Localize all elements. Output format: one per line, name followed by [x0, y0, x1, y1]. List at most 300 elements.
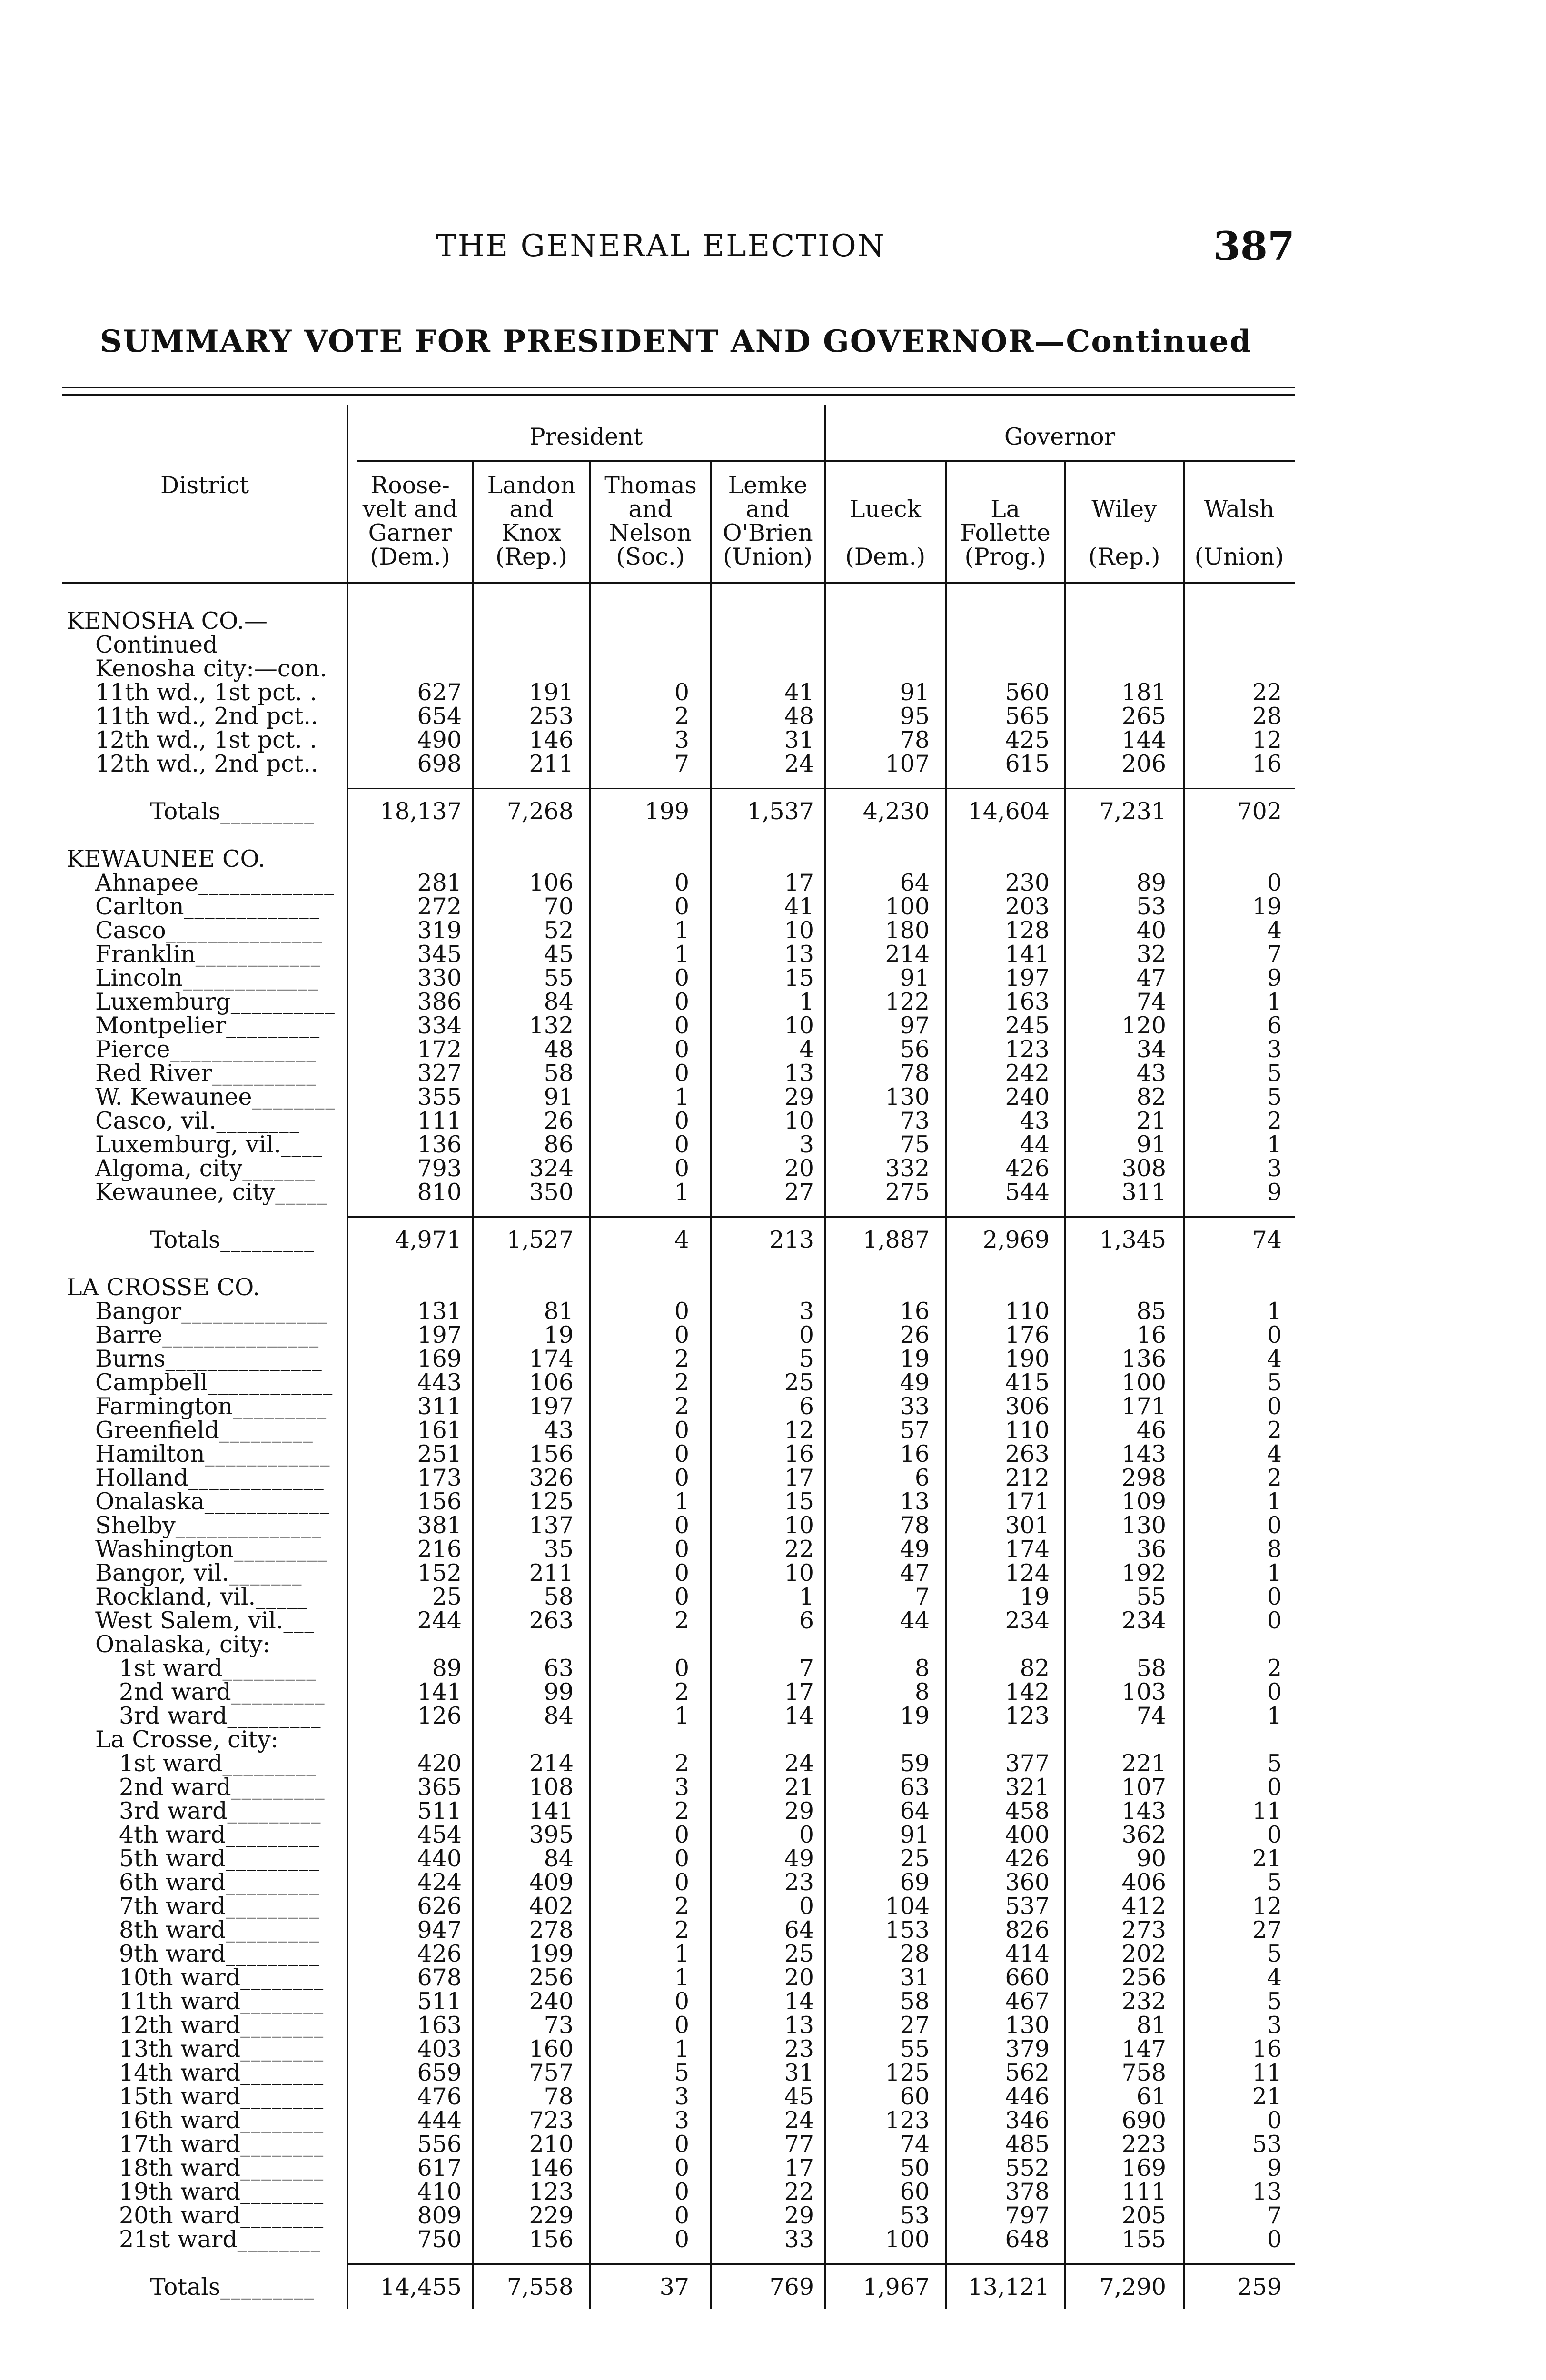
- vote-cell: 24: [784, 1750, 814, 1777]
- vote-cell: 7,290: [1099, 2273, 1166, 2301]
- district-name: 9th ward_________: [119, 1940, 320, 1967]
- column-header-3-line-3: Nelson: [609, 519, 692, 546]
- vote-cell: 443: [417, 1369, 462, 1396]
- vote-cell: 73: [900, 1107, 930, 1134]
- vote-cell: 660: [1005, 1964, 1050, 1991]
- vote-cell: 74: [1136, 1702, 1166, 1729]
- vote-cell: 420: [417, 1750, 462, 1777]
- vote-cell: 199: [644, 798, 689, 825]
- vote-cell: 4: [1267, 1964, 1282, 1991]
- vote-cell: 0: [674, 1464, 689, 1491]
- district-name: Bangor, vil._______: [95, 1559, 303, 1587]
- vote-cell: 273: [1121, 1916, 1166, 1944]
- vote-cell: 106: [529, 1369, 574, 1396]
- vote-cell: 265: [1121, 703, 1166, 730]
- vote-cell: 211: [529, 750, 574, 777]
- vote-cell: 171: [1005, 1488, 1050, 1515]
- vote-cell: 403: [417, 2035, 462, 2063]
- vote-cell: 16: [900, 1298, 930, 1325]
- vote-cell: 46: [1136, 1417, 1166, 1444]
- vote-cell: 197: [417, 1321, 462, 1349]
- vote-cell: 275: [885, 1179, 930, 1206]
- vote-cell: 298: [1121, 1464, 1166, 1491]
- vote-cell: 6: [799, 1393, 814, 1420]
- vote-cell: 13,121: [968, 2273, 1050, 2301]
- vote-cell: 346: [1005, 2107, 1050, 2134]
- vote-cell: 53: [1136, 893, 1166, 920]
- vote-cell: 5: [1267, 1083, 1282, 1111]
- vote-cell: 19: [1020, 1583, 1050, 1610]
- column-divider: [824, 405, 826, 2309]
- district-name: 2nd ward_________: [119, 1774, 326, 1801]
- vote-cell: 191: [529, 679, 574, 706]
- vote-cell: 21: [784, 1774, 814, 1801]
- vote-cell: 110: [1005, 1298, 1050, 1325]
- district-name: Rockland, vil._____: [95, 1583, 308, 1610]
- vote-cell: 1: [1267, 1702, 1282, 1729]
- vote-cell: 16: [784, 1440, 814, 1468]
- vote-cell: 45: [784, 2083, 814, 2110]
- column-header-4-line-2: and: [745, 496, 790, 523]
- district-name: Campbell____________: [95, 1369, 334, 1396]
- vote-cell: 0: [674, 1107, 689, 1134]
- vote-cell: 85: [1136, 1298, 1166, 1325]
- district-name: 17th ward________: [119, 2131, 325, 2158]
- section-heading: Kenosha city:—con.: [95, 655, 327, 682]
- vote-cell: 240: [529, 1988, 574, 2015]
- district-name: 11th wd., 1st pct. .: [95, 679, 317, 706]
- vote-cell: 78: [544, 2083, 574, 2110]
- table-title: SUMMARY VOTE FOR PRESIDENT AND GOVERNOR—Continued: [100, 324, 1252, 359]
- vote-cell: 21: [1252, 2083, 1282, 2110]
- vote-cell: 476: [417, 2083, 462, 2110]
- vote-cell: 14: [784, 1702, 814, 1729]
- vote-cell: 124: [1005, 1559, 1050, 1587]
- vote-cell: 56: [900, 1036, 930, 1063]
- vote-cell: 91: [900, 964, 930, 992]
- vote-cell: 1: [674, 1940, 689, 1967]
- vote-cell: 467: [1005, 1988, 1050, 2015]
- vote-cell: 0: [1267, 1774, 1282, 1801]
- district-name: Pierce______________: [95, 1036, 317, 1063]
- vote-cell: 0: [799, 1321, 814, 1349]
- vote-cell: 153: [885, 1916, 930, 1944]
- vote-cell: 104: [885, 1893, 930, 1920]
- district-name: 4th ward_________: [119, 1821, 320, 1848]
- district-header: District: [160, 472, 249, 499]
- vote-cell: 58: [900, 1988, 930, 2015]
- vote-cell: 10: [784, 1012, 814, 1039]
- vote-cell: 511: [417, 1797, 462, 1825]
- vote-cell: 810: [417, 1179, 462, 1206]
- column-header-3-line-4: (Soc.): [616, 543, 685, 570]
- vote-cell: 58: [544, 1060, 574, 1087]
- vote-cell: 556: [417, 2131, 462, 2158]
- vote-cell: 16: [1252, 750, 1282, 777]
- vote-cell: 259: [1237, 2273, 1282, 2301]
- vote-cell: 2: [1267, 1655, 1282, 1682]
- vote-cell: 7: [1267, 941, 1282, 968]
- vote-cell: 49: [784, 1845, 814, 1872]
- column-header-2-line-3: Knox: [501, 519, 562, 546]
- vote-cell: 16: [900, 1440, 930, 1468]
- vote-cell: 1: [674, 2035, 689, 2063]
- vote-cell: 181: [1121, 679, 1166, 706]
- vote-cell: 415: [1005, 1369, 1050, 1396]
- vote-cell: 26: [900, 1321, 930, 1349]
- district-name: Luxemburg, vil.____: [95, 1131, 323, 1158]
- vote-cell: 44: [900, 1607, 930, 1634]
- vote-cell: 2: [674, 1393, 689, 1420]
- vote-cell: 3: [1267, 1036, 1282, 1063]
- vote-cell: 0: [674, 1583, 689, 1610]
- vote-cell: 311: [417, 1393, 462, 1420]
- vote-cell: 223: [1121, 2131, 1166, 2158]
- vote-cell: 14,455: [380, 2273, 462, 2301]
- vote-cell: 311: [1121, 1179, 1166, 1206]
- vote-cell: 758: [1121, 2059, 1166, 2086]
- vote-cell: 560: [1005, 679, 1050, 706]
- vote-cell: 2,969: [982, 1226, 1050, 1253]
- vote-cell: 199: [529, 1940, 574, 1967]
- vote-cell: 0: [674, 2226, 689, 2253]
- vote-cell: 109: [1121, 1488, 1166, 1515]
- column-header-1-line-4: (Dem.): [370, 543, 450, 570]
- vote-cell: 0: [674, 679, 689, 706]
- vote-cell: 7: [799, 1655, 814, 1682]
- totals-rule: [347, 2263, 1295, 2265]
- vote-cell: 86: [544, 1131, 574, 1158]
- vote-cell: 60: [900, 2083, 930, 2110]
- totals-rule: [347, 1216, 1295, 1218]
- column-divider: [1064, 462, 1066, 2309]
- vote-cell: 565: [1005, 703, 1050, 730]
- district-name: 13th ward________: [119, 2035, 325, 2063]
- vote-cell: 0: [674, 1845, 689, 1872]
- vote-cell: 156: [529, 2226, 574, 2253]
- column-header-1-line-2: velt and: [362, 496, 458, 523]
- vote-cell: 14: [784, 1988, 814, 2015]
- vote-cell: 130: [885, 1083, 930, 1111]
- vote-cell: 15: [784, 1488, 814, 1515]
- vote-cell: 174: [1005, 1536, 1050, 1563]
- vote-cell: 32: [1136, 941, 1166, 968]
- vote-cell: 626: [417, 1893, 462, 1920]
- vote-cell: 308: [1121, 1155, 1166, 1182]
- vote-cell: 136: [1121, 1345, 1166, 1372]
- vote-cell: 485: [1005, 2131, 1050, 2158]
- vote-cell: 244: [417, 1607, 462, 1634]
- vote-cell: 425: [1005, 726, 1050, 754]
- vote-cell: 174: [529, 1345, 574, 1372]
- vote-cell: 60: [900, 2178, 930, 2205]
- vote-cell: 797: [1005, 2202, 1050, 2229]
- vote-cell: 654: [417, 703, 462, 730]
- vote-cell: 100: [1121, 1369, 1166, 1396]
- vote-cell: 97: [900, 1012, 930, 1039]
- vote-cell: 137: [529, 1512, 574, 1539]
- vote-cell: 47: [900, 1559, 930, 1587]
- vote-cell: 176: [1005, 1321, 1050, 1349]
- column-header-7-line-4: (Rep.): [1088, 543, 1160, 570]
- vote-cell: 301: [1005, 1512, 1050, 1539]
- district-name: 7th ward_________: [119, 1893, 320, 1920]
- vote-cell: 37: [659, 2273, 689, 2301]
- vote-cell: 89: [432, 1655, 462, 1682]
- vote-cell: 1,967: [862, 2273, 930, 2301]
- vote-cell: 4,971: [395, 1226, 462, 1253]
- vote-cell: 0: [799, 1893, 814, 1920]
- vote-cell: 0: [1267, 1678, 1282, 1706]
- vote-cell: 0: [1267, 1821, 1282, 1848]
- vote-cell: 205: [1121, 2202, 1166, 2229]
- vote-cell: 190: [1005, 1345, 1050, 1372]
- vote-cell: 7,558: [506, 2273, 574, 2301]
- group-header-president: President: [529, 423, 643, 450]
- vote-cell: 89: [1136, 869, 1166, 896]
- vote-cell: 171: [1121, 1393, 1166, 1420]
- vote-cell: 8: [914, 1655, 930, 1682]
- column-header-5-line-2: Lueck: [849, 496, 922, 523]
- district-name: Casco, vil.________: [95, 1107, 300, 1134]
- vote-cell: 615: [1005, 750, 1050, 777]
- district-name: 19th ward________: [119, 2178, 325, 2205]
- column-header-8-line-2: Walsh: [1204, 496, 1275, 523]
- vote-cell: 13: [784, 1060, 814, 1087]
- vote-cell: 123: [1005, 1702, 1050, 1729]
- vote-cell: 12: [1252, 1893, 1282, 1920]
- vote-cell: 0: [1267, 1393, 1282, 1420]
- vote-cell: 82: [1020, 1655, 1050, 1682]
- column-header-4-line-4: (Union): [723, 543, 813, 570]
- column-header-6-line-3: Follette: [960, 519, 1050, 546]
- vote-cell: 161: [417, 1417, 462, 1444]
- vote-cell: 25: [432, 1583, 462, 1610]
- vote-cell: 1: [799, 1583, 814, 1610]
- district-name: Greenfield_________: [95, 1417, 314, 1444]
- vote-cell: 0: [674, 2131, 689, 2158]
- vote-cell: 25: [900, 1845, 930, 1872]
- vote-cell: 332: [885, 1155, 930, 1182]
- vote-cell: 202: [1121, 1940, 1166, 1967]
- vote-cell: 365: [417, 1774, 462, 1801]
- vote-cell: 63: [544, 1655, 574, 1682]
- vote-cell: 74: [1252, 1226, 1282, 1253]
- column-header-1-line-1: Roose-: [370, 472, 450, 499]
- vote-cell: 6: [1267, 1012, 1282, 1039]
- vote-cell: 91: [544, 1083, 574, 1111]
- vote-cell: 409: [529, 1869, 574, 1896]
- vote-cell: 106: [529, 869, 574, 896]
- column-divider: [472, 462, 474, 2309]
- vote-cell: 330: [417, 964, 462, 992]
- district-name: 15th ward________: [119, 2083, 325, 2110]
- vote-cell: 230: [1005, 869, 1050, 896]
- vote-cell: 4,230: [862, 798, 930, 825]
- vote-cell: 31: [900, 1964, 930, 1991]
- district-name: Barre_______________: [95, 1321, 320, 1349]
- vote-cell: 426: [1005, 1155, 1050, 1182]
- top-rule: [62, 387, 1295, 388]
- vote-cell: 1: [1267, 1298, 1282, 1325]
- district-name: 6th ward_________: [119, 1869, 320, 1896]
- vote-cell: 84: [544, 988, 574, 1015]
- district-name: 14th ward________: [119, 2059, 325, 2086]
- vote-cell: 169: [1121, 2154, 1166, 2182]
- vote-cell: 319: [417, 917, 462, 944]
- vote-cell: 141: [529, 1797, 574, 1825]
- vote-cell: 1: [674, 1964, 689, 1991]
- vote-cell: 7,231: [1099, 798, 1166, 825]
- vote-cell: 3: [674, 726, 689, 754]
- district-name: Casco_______________: [95, 917, 323, 944]
- vote-cell: 43: [544, 1417, 574, 1444]
- vote-cell: 43: [1020, 1107, 1050, 1134]
- vote-cell: 20: [784, 1964, 814, 1991]
- district-name: 5th ward_________: [119, 1845, 320, 1872]
- vote-cell: 74: [1136, 988, 1166, 1015]
- vote-cell: 1: [799, 988, 814, 1015]
- vote-cell: 0: [674, 1988, 689, 2015]
- vote-cell: 0: [1267, 1321, 1282, 1349]
- vote-cell: 12: [784, 1417, 814, 1444]
- vote-cell: 136: [417, 1131, 462, 1158]
- vote-cell: 1: [674, 1702, 689, 1729]
- section-heading: KENOSHA CO.—: [67, 607, 268, 635]
- vote-cell: 78: [900, 1512, 930, 1539]
- top-rule-second: [62, 394, 1295, 396]
- vote-cell: 25: [784, 1369, 814, 1396]
- vote-cell: 360: [1005, 1869, 1050, 1896]
- vote-cell: 0: [674, 1060, 689, 1087]
- vote-cell: 21: [1252, 1845, 1282, 1872]
- vote-cell: 147: [1121, 2035, 1166, 2063]
- vote-cell: 49: [900, 1369, 930, 1396]
- vote-cell: 5: [1267, 1369, 1282, 1396]
- vote-cell: 3: [674, 2083, 689, 2110]
- vote-cell: 3: [1267, 2012, 1282, 2039]
- vote-cell: 28: [1252, 703, 1282, 730]
- vote-cell: 180: [885, 917, 930, 944]
- vote-cell: 0: [674, 1155, 689, 1182]
- vote-cell: 326: [529, 1464, 574, 1491]
- vote-cell: 28: [900, 1940, 930, 1967]
- vote-cell: 123: [885, 2107, 930, 2134]
- vote-cell: 11: [1252, 2059, 1282, 2086]
- vote-cell: 0: [674, 2154, 689, 2182]
- vote-cell: 2: [674, 1916, 689, 1944]
- vote-cell: 73: [544, 2012, 574, 2039]
- district-name: Red River__________: [95, 1060, 317, 1087]
- section-heading: KEWAUNEE CO.: [67, 845, 266, 873]
- vote-cell: 155: [1121, 2226, 1166, 2253]
- vote-cell: 7: [1267, 2202, 1282, 2229]
- vote-cell: 36: [1136, 1536, 1166, 1563]
- vote-cell: 458: [1005, 1797, 1050, 1825]
- vote-cell: 13: [1252, 2178, 1282, 2205]
- vote-cell: 3: [1267, 1155, 1282, 1182]
- column-header-6-line-2: La: [991, 496, 1020, 523]
- vote-cell: 0: [1267, 1607, 1282, 1634]
- vote-cell: 100: [885, 893, 930, 920]
- vote-cell: 44: [1020, 1131, 1050, 1158]
- vote-cell: 58: [1136, 1655, 1166, 1682]
- vote-cell: 78: [900, 1060, 930, 1087]
- vote-cell: 9: [1267, 964, 1282, 992]
- vote-cell: 128: [1005, 917, 1050, 944]
- vote-cell: 0: [674, 2012, 689, 2039]
- vote-cell: 334: [417, 1012, 462, 1039]
- vote-cell: 234: [1005, 1607, 1050, 1634]
- vote-cell: 214: [529, 1750, 574, 1777]
- vote-cell: 43: [1136, 1060, 1166, 1087]
- vote-cell: 126: [417, 1702, 462, 1729]
- vote-cell: 107: [885, 750, 930, 777]
- district-name: 1st ward_________: [119, 1750, 317, 1777]
- vote-cell: 809: [417, 2202, 462, 2229]
- column-divider: [1183, 462, 1185, 2309]
- vote-cell: 2: [674, 703, 689, 730]
- vote-cell: 251: [417, 1440, 462, 1468]
- vote-cell: 2: [674, 1750, 689, 1777]
- district-name: 10th ward________: [119, 1964, 325, 1991]
- vote-cell: 59: [900, 1750, 930, 1777]
- vote-cell: 769: [769, 2273, 814, 2301]
- vote-cell: 11: [1252, 1797, 1282, 1825]
- vote-cell: 0: [674, 869, 689, 896]
- vote-cell: 17: [784, 2154, 814, 2182]
- vote-cell: 23: [784, 1869, 814, 1896]
- vote-cell: 160: [529, 2035, 574, 2063]
- vote-cell: 426: [1005, 1845, 1050, 1872]
- vote-cell: 163: [417, 2012, 462, 2039]
- column-header-2-line-2: and: [509, 496, 554, 523]
- vote-cell: 143: [1121, 1797, 1166, 1825]
- vote-cell: 14,604: [968, 798, 1050, 825]
- vote-cell: 3: [799, 1131, 814, 1158]
- vote-cell: 0: [674, 1298, 689, 1325]
- running-head-title: THE GENERAL ELECTION: [436, 228, 886, 264]
- vote-cell: 19: [1252, 893, 1282, 920]
- vote-cell: 29: [784, 1797, 814, 1825]
- vote-cell: 750: [417, 2226, 462, 2253]
- vote-cell: 130: [1121, 1512, 1166, 1539]
- vote-cell: 70: [544, 893, 574, 920]
- vote-cell: 0: [1267, 1583, 1282, 1610]
- vote-cell: 4: [1267, 1440, 1282, 1468]
- vote-cell: 91: [900, 1821, 930, 1848]
- vote-cell: 90: [1136, 1845, 1166, 1872]
- vote-cell: 256: [529, 1964, 574, 1991]
- vote-cell: 272: [417, 893, 462, 920]
- column-divider: [347, 405, 348, 2309]
- district-name: 12th wd., 2nd pct..: [95, 750, 318, 777]
- vote-cell: 57: [900, 1417, 930, 1444]
- vote-cell: 2: [674, 1607, 689, 1634]
- vote-cell: 18,137: [380, 798, 462, 825]
- vote-cell: 9: [1267, 1179, 1282, 1206]
- vote-cell: 4: [799, 1036, 814, 1063]
- vote-cell: 0: [1267, 869, 1282, 896]
- vote-cell: 386: [417, 988, 462, 1015]
- vote-cell: 91: [1136, 1131, 1166, 1158]
- vote-cell: 1: [1267, 1488, 1282, 1515]
- vote-cell: 143: [1121, 1440, 1166, 1468]
- district-name: Lincoln_____________: [95, 964, 319, 992]
- column-header-6-line-4: (Prog.): [964, 543, 1046, 570]
- vote-cell: 263: [529, 1607, 574, 1634]
- running-header: [100, 224, 1295, 267]
